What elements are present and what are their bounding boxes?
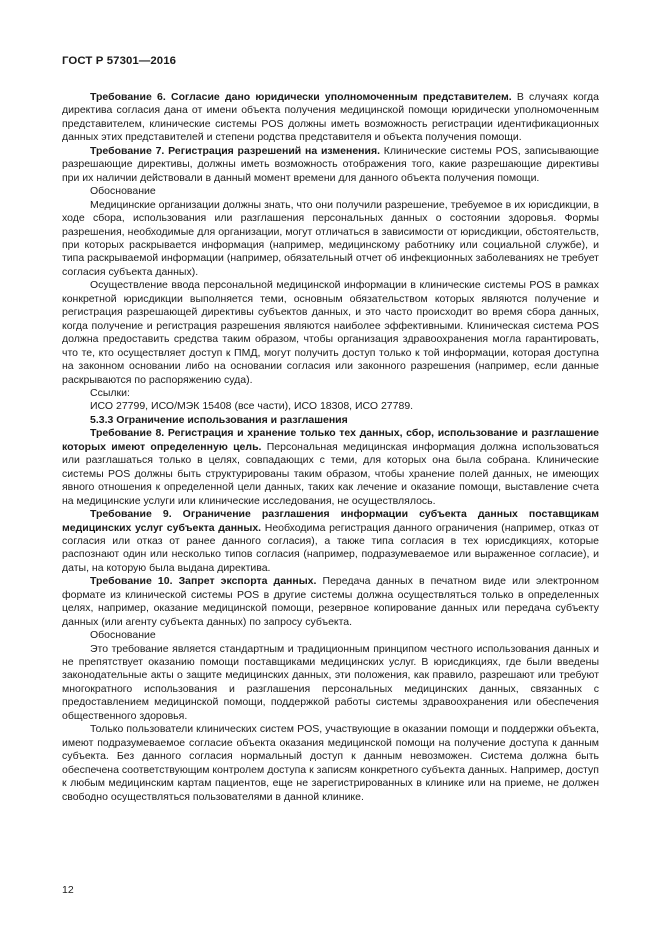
paragraph-text: Клинические системы POS, записывающие разрешающие директивы, должны иметь возможность отображения того, какие разрешающие директивы при их наличии действовали в данный момент времени для данного объекта получения помощи. xyxy=(62,144,599,184)
paragraph xyxy=(62,387,599,400)
paragraph xyxy=(62,723,599,804)
paragraph xyxy=(62,508,599,575)
paragraph-text: Необходима регистрация данного ограничения (например, отказ от согласия или отказ от ранее данного согласия), а также типа согласия в тех юрисдикциях, которые распознают один или несколько типов согласия (например, подразумеваемое или выраженное согласие), и даты, на которую была выдана директива. xyxy=(62,521,599,574)
paragraph-text: Только пользователи клинических систем POS, участвующие в оказании помощи и поддержки объекта, имеют подразумеваемое согласие объекта оказания медицинской помощи на получение доступа к данным субъекта. Без данного согласия нормальный доступ к данным невозможен. Система должна быть обеспечена соответствующим контролем доступа к записям конкретного субъекта данных. Например, доступ к любым медицинским картам пациентов, еще не зарегистрированных в клинике или на приеме, не должен свободно осуществляться пользователями в данной клинике. xyxy=(62,723,599,803)
paragraph-lead: Требование 8. Регистрация и хранение только тех данных, сбор, использование и разглашение которых имеют определенную цель. xyxy=(62,427,599,453)
paragraph xyxy=(62,629,599,642)
paragraph-text: В случаях когда директива согласия дана от имени объекта получения медицинской помощи юридически уполномоченным представителем, клинические системы POS должны иметь возможность регистрации идентификационных данных этих представителей и степени родства представителя и объекта получения помощи. xyxy=(62,91,599,144)
paragraph-lead: Требование 7. Регистрация разрешений на изменения. xyxy=(90,144,381,157)
paragraph-text: Это требование является стандартным и традиционным принципом честного использования данных и не препятствует оказанию помощи поставщиками медицинских услуг. В юрисдикциях, где были введены законодательные акты о защите медицинских данных, эти положения, как правило, разрешают или требуют многократного использования и разглашения персональных медицинских данных, связанных с предоставлением медицинской помощи, поддержкой работы системы здравоохранения или обеспечения общественного здоровья. xyxy=(62,642,599,722)
paragraph-text: Обоснование xyxy=(90,629,156,642)
page-number: 12 xyxy=(62,884,74,896)
paragraph-text: Обоснование xyxy=(90,185,156,198)
paragraph-lead: Требование 9. Ограничение разглашения информации субъекта данных поставщикам медицинских услуг субъекта данных. xyxy=(62,508,599,534)
paragraph xyxy=(62,575,599,629)
paragraph xyxy=(62,91,599,145)
paragraph-text: Осуществление ввода персональной медицинской информации в клинические системы POS в рамках конкретной юрисдикции выполняется теми, основным обязательством которых являются получение и регистрация разрешающей директивы субъектов данных, и это часто происходит во время сбора данных, когда получение и регистрация разрешения являются наиболее эффективными. Клиническая система POS должна предоставить средства таким образом, чтобы организация здравоохранения могла гарантировать, что те, кто осуществляет доступ к ПМД, могут получить доступ только к той информации, которая доступна на законном основании либо на основании согласия или законного разрешения (например, если данные раскрываются по распоряжению суда). xyxy=(62,279,599,386)
section-heading-text: 5.3.3 Ограничение использования и разглашения xyxy=(90,413,348,426)
section-heading xyxy=(62,414,599,427)
paragraph-text: Передача данных в печатном виде или электронном формате из клинической системы POS в другие системы должна осуществляться только в определенных целях, например, оказание медицинской помощи, резервное копирование данных или передача субъекту данных (или агенту субъекта данных) по запросу субъекта. xyxy=(62,575,599,628)
paragraph xyxy=(62,199,599,280)
paragraph xyxy=(62,185,599,198)
paragraph-lead: Требование 10. Запрет экспорта данных. xyxy=(90,575,317,588)
paragraph xyxy=(62,279,599,387)
paragraph-text: Персональная медицинская информация должна использоваться или разглашаться только в целях, совпадающих с теми, для которых она была собрана. Клинические системы POS должны быть структурированы таким образом, чтобы хранение полей данных, не имеющих явного отношения к определенной цели данных, таких как лечение и оказание помощи, выставление счета на медицинские услуги или клинические исследования, не осуществлялось. xyxy=(62,440,599,507)
paragraph-text: ИСО 27799, ИСО/МЭК 15408 (все части), ИСО 18308, ИСО 27789. xyxy=(90,400,414,413)
paragraph-text: Ссылки: xyxy=(90,386,130,399)
paragraph-lead: Требование 6. Согласие дано юридически уполномоченным представителем. xyxy=(90,91,512,103)
paragraph xyxy=(62,400,599,413)
document-body xyxy=(62,91,599,804)
document-header: ГОСТ Р 57301—2016 xyxy=(62,55,177,67)
paragraph xyxy=(62,145,599,185)
paragraph xyxy=(62,427,599,508)
paragraph xyxy=(62,643,599,724)
paragraph-text: Медицинские организации должны знать, что они получили разрешение, требуемое в их юрисдикции, в ходе сбора, использования или разглашения персональных данных о состоянии здоровья. Формы разрешения, необходимые для организации, могут отличаться в зависимости от юрисдикции, обстоятельств, при которых раскрывается информация (например, медицинскому работнику или социальной службе), и типа раскрываемой информации (например, обязательный отчет об инфекционных заболеваниях не требует согласия субъекта данных). xyxy=(62,198,599,278)
